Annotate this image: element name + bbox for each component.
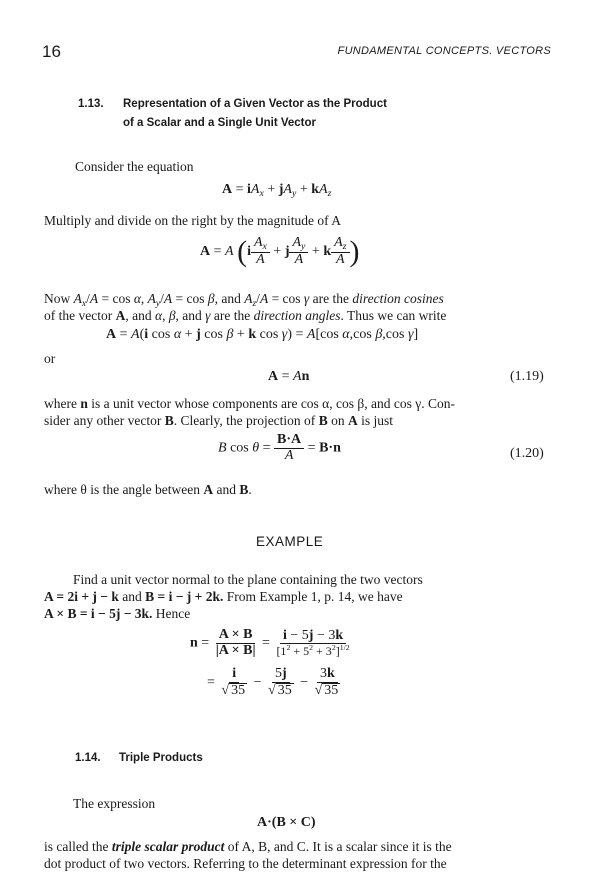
paragraph-consider: Consider the equation [75, 159, 194, 174]
equation-cosines: A = A(i cos α + j cos β + k cos γ) = A[cos α,cos β,cos γ] [106, 327, 419, 342]
equation-normalized: A = A (i $\frac{A_x}{A}$ + j $\frac{A_y}{A}$ + k $\frac{A_z}{A}$ ) [200, 234, 360, 268]
page-number: 16 [42, 42, 61, 61]
running-title: FUNDAMENTAL CONCEPTS. VECTORS [337, 45, 551, 57]
example-line-2: A = 2i + j − k and B = i − j + 2k. From Example 1, p. 14, we have [44, 589, 403, 604]
section-title-cont: of a Scalar and a Single Unit Vector [123, 117, 317, 129]
paragraph-projection: sider any other vector B. Clearly, the projection of B on A is just [44, 413, 393, 428]
paragraph-multiply: Multiply and divide on the right by the magnitude of A [44, 213, 341, 228]
paragraph-theta: where θ is the angle between A and B. [44, 482, 252, 497]
paragraph-expression: The expression [73, 796, 156, 811]
paragraph-unit-vector: where n is a unit vector whose components are cos α, cos β, and cos γ. Con- [44, 396, 455, 411]
section-number-114: 1.14. [75, 752, 101, 764]
equation-unit-normal-result: = $\frac{i}{√ 35}$ − $\frac{5j}{√ 35}$ − $\frac{3k}{√ 35}$ [207, 666, 339, 698]
equation-unit-normal: n = $\frac{A \times B}{|A \times B|}$ = $\frac{i - 5j - 3k}{[1^2 + 5^2 + 3^2]^{1/2}}$ [190, 627, 350, 659]
section-title: Representation of a Given Vector as the Product [123, 98, 387, 110]
equation-components: $A = iA_x + jA_y + kA_z$ [222, 182, 332, 199]
example-line-3: A × B = i − 5j − 3k. Hence [44, 606, 191, 621]
paragraph-direction-cosines-cont: of the vector A, and α, β, and γ are the direction angles. Thus we can write [44, 308, 447, 323]
equation-triple-product: A·(B × C) [257, 815, 316, 830]
equation-119: A = An [268, 369, 310, 384]
section-number: 1.13. [78, 98, 104, 110]
example-heading: EXAMPLE [256, 534, 324, 549]
paragraph-direction-cosines: Now $A_x/A = \cos \alpha$, $A_y/A = \cos \beta$, and $A_z/A = \cos \gamma$ are the direction cosines [44, 291, 444, 309]
equation-119-number: (1.19) [510, 369, 544, 384]
section-title-114: Triple Products [119, 752, 203, 764]
paragraph-triple-1: is called the triple scalar product of A, B, and C. It is a scalar since it is the [44, 839, 452, 854]
equation-120-number: (1.20) [510, 446, 544, 461]
equation-120: B cos θ = $\frac{B\cdot A}{A}$ = B·n [218, 432, 341, 463]
word-or: or [44, 351, 56, 366]
paragraph-triple-2: dot product of two vectors. Referring to the determinant expression for the [44, 856, 447, 871]
example-line-1: Find a unit vector normal to the plane containing the two vectors [73, 572, 423, 587]
